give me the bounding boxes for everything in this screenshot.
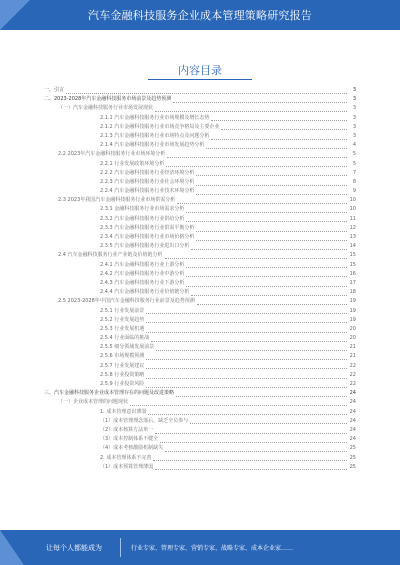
table-of-contents	[44, 86, 356, 472]
page-header	[0, 0, 400, 30]
toc-leader-dots	[186, 212, 347, 213]
toc-entry-label: 2.2 2023年汽车金融科技服务行业市场环境分析	[58, 151, 166, 158]
toc-leader-dots	[191, 249, 347, 250]
toc-entry-label: 2.4 汽车金融科技服务行业产业链及价值链分析	[58, 252, 163, 259]
toc-entry-page-number: 14	[349, 243, 356, 250]
toc-entry-page-number: 15	[349, 252, 356, 259]
toc-leader-dots	[165, 451, 347, 452]
toc-leader-dots	[176, 396, 347, 397]
toc-entry-page-number: 22	[349, 381, 356, 387]
toc-entry[interactable]	[44, 205, 356, 214]
toc-entry-page-number: 12	[349, 224, 356, 231]
toc-leader-dots	[173, 102, 347, 103]
toc-entry-label: 2.4.1 汽车金融科技服务行业上游分析	[100, 261, 185, 268]
toc-leader-dots	[196, 185, 347, 186]
toc-leader-dots	[155, 469, 347, 470]
toc-entry[interactable]	[44, 86, 356, 95]
toc-entry-label: 2.5.8 行业投资策略	[100, 371, 145, 378]
toc-leader-dots	[151, 341, 347, 342]
toc-entry-page-number: 22	[349, 362, 356, 369]
toc-entry-label: 2.4.3 汽车金融科技服务行业下游分析	[100, 279, 185, 286]
toc-entry[interactable]	[44, 380, 356, 389]
toc-entry-label: 二、2023-2028年汽车金融科技服务市场前景及趋势预测	[44, 96, 172, 103]
toc-entry[interactable]	[44, 224, 356, 233]
toc-entry-label: 2.5.7 行业发展建议	[100, 362, 145, 369]
toc-leader-dots	[146, 387, 347, 388]
toc-leader-dots	[155, 111, 347, 112]
toc-entry[interactable]	[44, 114, 356, 123]
toc-entry-label: 2.4.4 汽车金融科技服务行业价值链分析	[100, 289, 190, 296]
toc-leader-dots	[66, 93, 347, 94]
toc-entry[interactable]	[44, 95, 356, 104]
toc-leader-dots	[186, 221, 347, 222]
toc-entry[interactable]	[44, 362, 356, 371]
toc-entry-page-number: 21	[349, 353, 356, 360]
page-footer	[0, 530, 400, 565]
toc-entry[interactable]	[44, 297, 356, 306]
toc-entry[interactable]	[44, 104, 356, 113]
toc-leader-dots	[146, 359, 347, 360]
toc-entry-label: 2.5.9 行业投资风险	[100, 381, 145, 387]
toc-entry-page-number: 5	[352, 151, 356, 158]
toc-entry-page-number: 3	[352, 96, 356, 103]
toc-entry-label: 2. 成本管理体系不完善	[100, 454, 152, 461]
toc-entry-label: 2.5.6 市场规模预测	[100, 353, 145, 360]
toc-entry[interactable]	[44, 279, 356, 288]
toc-leader-dots	[196, 194, 347, 195]
toc-entry[interactable]	[44, 160, 356, 169]
toc-entry-label: 2.3.2 汽车金融科技服务行业供给分析	[100, 215, 185, 222]
toc-entry-page-number: 10	[349, 197, 356, 204]
toc-leader-dots	[211, 139, 347, 140]
toc-entry-label: 2.5.3 行业发展机遇	[100, 325, 145, 332]
toc-entry-page-number: 4	[352, 142, 356, 149]
toc-entry[interactable]	[44, 408, 356, 417]
toc-entry[interactable]	[44, 426, 356, 435]
toc-entry[interactable]	[44, 389, 356, 398]
toc-entry-page-number: 20	[349, 325, 356, 332]
toc-entry-page-number: 11	[349, 215, 356, 222]
toc-leader-dots	[130, 405, 347, 406]
toc-entry-label: 2.3.4 汽车金融科技服务行业市场价格分析	[100, 234, 195, 240]
toc-leader-dots	[186, 267, 347, 268]
toc-entry-page-number: 3	[352, 123, 356, 130]
report-title: 汽车金融科技服务企业成本管理策略研究报告	[88, 9, 312, 22]
toc-entry-label: （4）成本考核激励机制缺失	[100, 445, 164, 452]
toc-entry-page-number: 20	[349, 335, 356, 342]
toc-entry[interactable]	[44, 343, 356, 352]
toc-leader-dots	[221, 129, 347, 130]
toc-entry[interactable]	[44, 123, 356, 132]
toc-entry[interactable]	[44, 261, 356, 270]
toc-entry-page-number: 24	[349, 426, 356, 433]
toc-entry[interactable]	[44, 288, 356, 297]
toc-entry[interactable]	[44, 307, 356, 316]
toc-entry-page-number: 24	[349, 399, 356, 406]
toc-entry[interactable]	[44, 187, 356, 196]
toc-entry[interactable]	[44, 215, 356, 224]
toc-entry-page-number: 25	[349, 454, 356, 461]
toc-leader-dots	[160, 442, 347, 443]
toc-entry[interactable]	[44, 141, 356, 150]
toc-entry-page-number: 5	[352, 160, 356, 167]
toc-leader-dots	[206, 148, 347, 149]
toc-leader-dots	[211, 120, 347, 121]
toc-entry-label: （一）汽车金融科技服务行业市场发展现状	[58, 105, 154, 112]
toc-entry-page-number: 17	[349, 279, 356, 286]
toc-entry-label: 2.2.3 汽车金融科技服务行业社会环境分析	[100, 178, 195, 185]
toc-entry-label: 2.2.2 汽车金融科技服务行业经济环境分析	[100, 169, 195, 176]
toc-leader-dots	[146, 378, 347, 379]
toc-title-underline	[148, 79, 252, 80]
toc-leader-dots	[196, 240, 347, 241]
toc-entry-label: （3）成本控制体系不健全	[100, 436, 159, 443]
toc-entry-page-number: 25	[349, 445, 356, 452]
toc-entry-page-number: 3	[352, 132, 356, 139]
toc-entry-label: （1）成本预算管理薄弱	[100, 463, 154, 470]
footer-tagline: 行业专家、管理专家、营销专家、战略专家、成本企业家……	[131, 545, 294, 552]
toc-leader-dots	[177, 203, 347, 204]
toc-entry-label: 2.2.1 行业发展政策环境分析	[100, 160, 165, 167]
toc-entry-page-number: 24	[349, 390, 356, 397]
toc-leader-dots	[190, 423, 347, 424]
toc-entry[interactable]	[44, 233, 356, 242]
toc-entry-label: 2.2.4 汽车金融科技服务行业技术环境分析	[100, 188, 195, 195]
toc-entry-page-number: 22	[349, 371, 356, 378]
toc-entry-page-number: 3	[352, 114, 356, 121]
toc-entry[interactable]	[44, 444, 356, 453]
toc-entry-page-number: 3	[352, 87, 356, 93]
toc-title: 内容目录	[178, 64, 222, 77]
toc-entry-label: （1）成本管理理念落后，缺乏全员参与	[100, 417, 189, 424]
toc-entry-page-number: 19	[349, 316, 356, 323]
toc-leader-dots	[153, 460, 347, 461]
toc-entry[interactable]	[44, 352, 356, 361]
toc-entry-label: 2.5.4 行业面临的挑战	[100, 335, 150, 342]
toc-entry[interactable]	[44, 371, 356, 380]
toc-leader-dots	[196, 231, 347, 232]
toc-entry-page-number: 16	[349, 270, 356, 277]
toc-entry-page-number: 10	[349, 206, 356, 213]
toc-leader-dots	[146, 332, 347, 333]
toc-entry[interactable]	[44, 334, 356, 343]
toc-leader-dots	[146, 313, 347, 314]
footer-accent-shape	[0, 530, 24, 565]
toc-leader-dots	[186, 286, 347, 287]
toc-entry-label: 2.4.2 汽车金融科技服务行业中游分析	[100, 270, 185, 277]
toc-entry-page-number: 15	[349, 261, 356, 268]
toc-entry-page-number: 25	[349, 463, 356, 470]
toc-leader-dots	[196, 175, 347, 176]
toc-entry-label: 2.1.3 汽车金融科技服务行业市场特点及问题分析	[100, 132, 210, 139]
toc-entry-label: （2）成本核算方法单一	[100, 426, 154, 433]
toc-entry-page-number: 13	[349, 234, 356, 240]
toc-entry-page-number: 7	[352, 169, 356, 176]
toc-entry[interactable]	[44, 169, 356, 178]
toc-entry-label: 2.3 2023年我国汽车金融科技服务行业市场供需分析	[58, 197, 176, 204]
toc-entry[interactable]	[44, 150, 356, 159]
toc-entry[interactable]	[44, 196, 356, 205]
toc-entry[interactable]	[44, 463, 356, 472]
toc-entry-label: 2.5.5 细分领域发展前景	[100, 344, 155, 351]
toc-entry-label: 2.3.3 汽车金融科技服务行业供需平衡分析	[100, 224, 195, 231]
toc-leader-dots	[146, 322, 347, 323]
toc-entry[interactable]	[44, 398, 356, 407]
toc-entry-page-number: 19	[349, 298, 356, 305]
toc-entry[interactable]	[44, 417, 356, 426]
toc-entry-label: 1. 成本管理意识薄弱	[100, 408, 147, 415]
toc-entry-label: 2.3.1 金融科技服务行业市场需求分析	[100, 206, 185, 213]
toc-entry-page-number: 19	[349, 307, 356, 314]
toc-leader-dots	[191, 295, 347, 296]
toc-leader-dots	[148, 414, 347, 415]
toc-entry-label: 2.1.2 汽车金融科技服务行业市场竞争格局及主要企业	[100, 123, 220, 130]
toc-leader-dots	[146, 368, 347, 369]
toc-entry-page-number: 18	[349, 289, 356, 296]
toc-entry-page-number: 24	[349, 417, 356, 424]
toc-entry[interactable]	[44, 435, 356, 444]
toc-entry-page-number: 9	[352, 188, 356, 195]
toc-leader-dots	[155, 433, 347, 434]
toc-entry-label: （一）企业成本管理的问题现状	[58, 399, 129, 406]
toc-entry-page-number: 8	[352, 178, 356, 185]
toc-entry-label: 2.5.2 行业发展趋势	[100, 316, 145, 323]
toc-entry[interactable]	[44, 178, 356, 187]
toc-entry-page-number: 3	[352, 105, 356, 112]
toc-entry-label: 2.1.4 汽车金融科技服务行业市场发展趋势分析	[100, 142, 205, 149]
toc-entry[interactable]	[44, 270, 356, 279]
toc-leader-dots	[156, 350, 347, 351]
toc-entry-label: 2.5.1 行业发展前景	[100, 307, 145, 314]
footer-divider	[120, 538, 121, 557]
toc-entry[interactable]	[44, 251, 356, 260]
toc-entry[interactable]	[44, 454, 356, 463]
toc-leader-dots	[165, 258, 347, 259]
toc-entry-label: 一、引言	[44, 87, 65, 93]
toc-leader-dots	[166, 166, 347, 167]
toc-entry-label: 2.5 2023-2028年中国汽车金融科技服务行业前景及趋势预测	[58, 298, 195, 305]
toc-leader-dots	[197, 304, 347, 305]
toc-entry-page-number: 21	[349, 344, 356, 351]
toc-leader-dots	[186, 276, 347, 277]
toc-entry-label: 2.3.5 汽车金融科技服务行业进出口分析	[100, 243, 190, 250]
toc-entry[interactable]	[44, 132, 356, 141]
toc-entry-page-number: 24	[349, 408, 356, 415]
toc-entry-label: 2.1.1 汽车金融科技服务行业市场规模及增长态势	[100, 114, 210, 121]
toc-entry[interactable]	[44, 325, 356, 334]
toc-entry[interactable]	[44, 242, 356, 251]
toc-entry[interactable]	[44, 316, 356, 325]
toc-leader-dots	[167, 157, 347, 158]
footer-slogan: 让每个人都能成为	[46, 544, 102, 552]
toc-entry-label: 三、汽车金融科技服务企业成本管理存在的问题及改进策略	[44, 390, 175, 397]
toc-entry-page-number: 24	[349, 436, 356, 443]
